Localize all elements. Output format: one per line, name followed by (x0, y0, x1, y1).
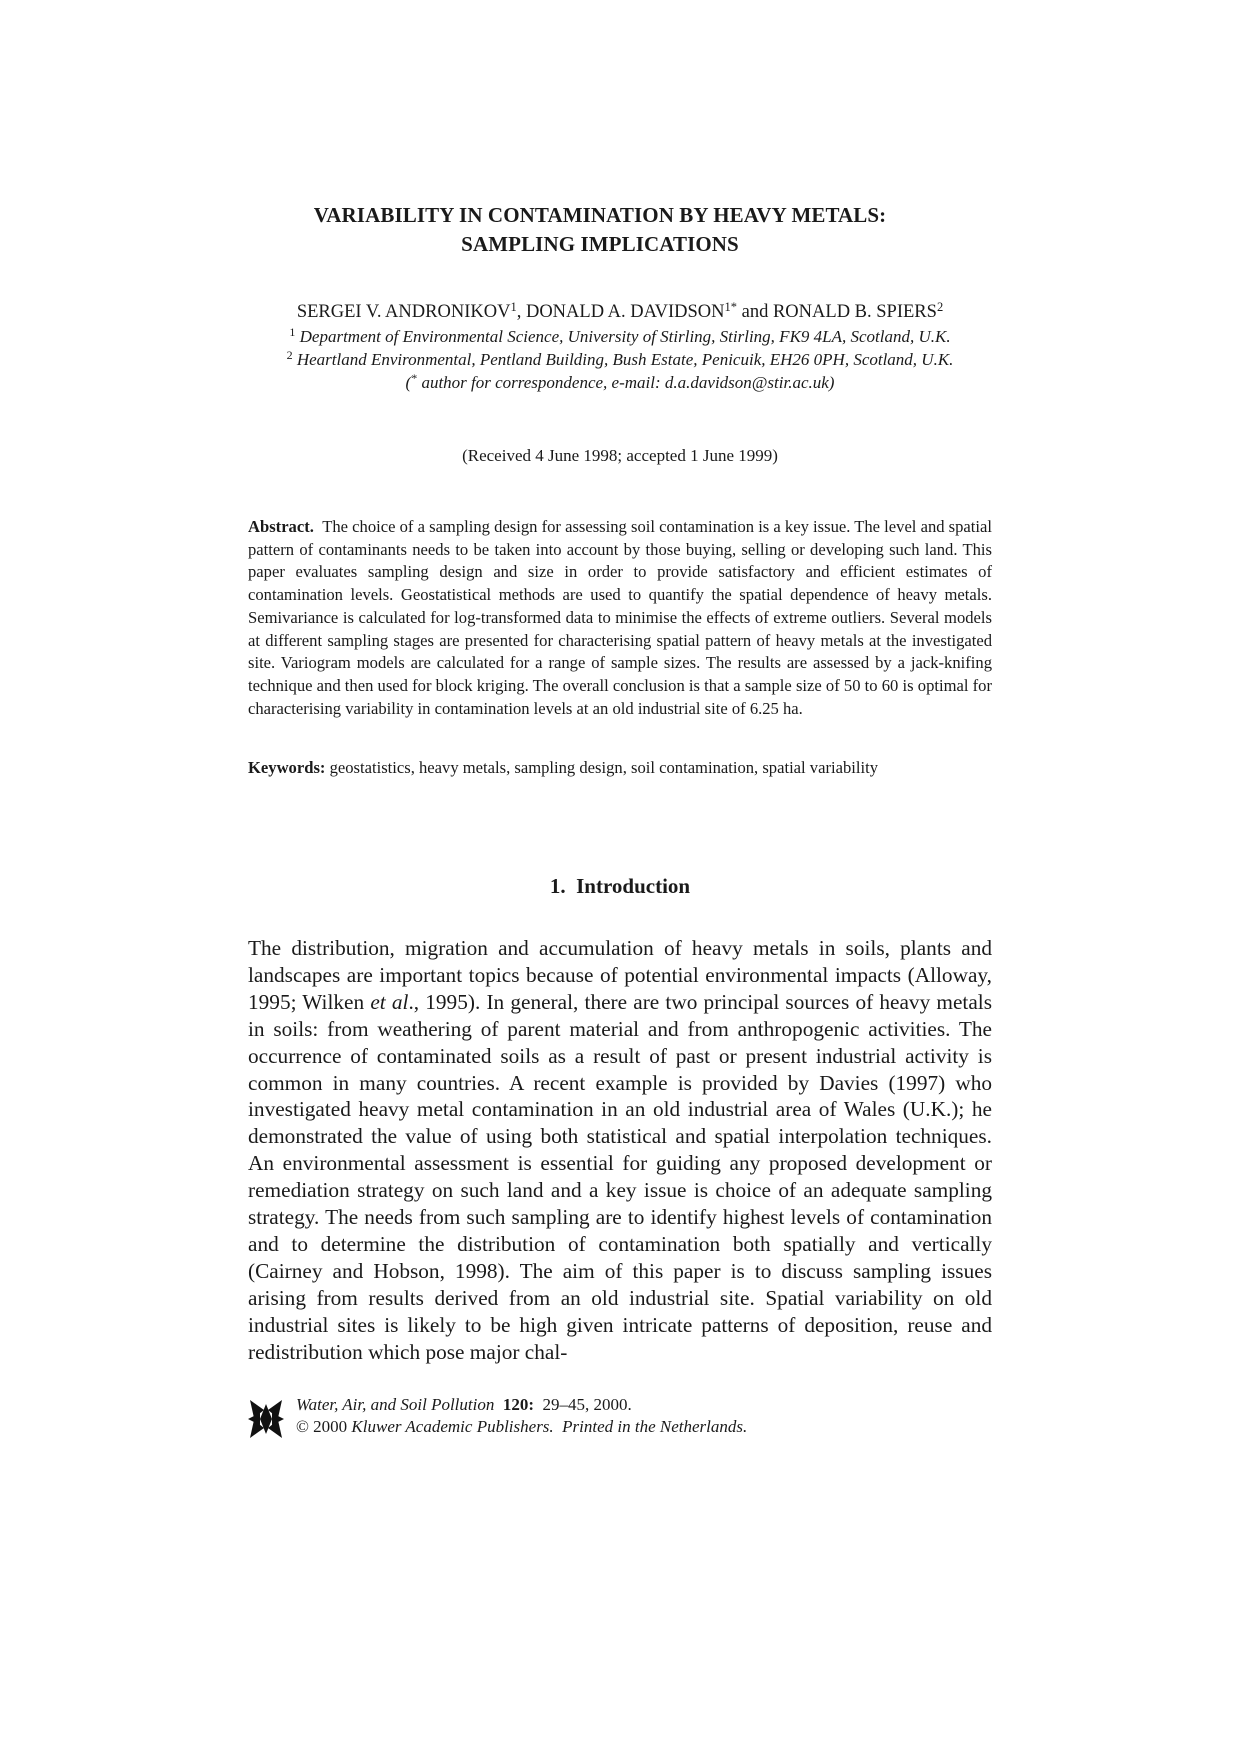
journal-footer (248, 1394, 992, 1444)
journal-volume: 120: (502, 1395, 535, 1414)
affiliation-1-text: Department of Environmental Science, University of Stirling, Stirling, FK9 4LA, Scotland, U.K. (295, 327, 951, 346)
intro-text-2: ., 1995). In general, there are two principal sources of heavy metals in soils: from weathering of parent material and from anthropogenic activities. The occurrence of contaminated soils as a result of past or present industrial activity is common in many countries. A recent example is provided by Davies (1997) who investigated heavy metal contamination in an old industrial area of Wales (U.K.); he demonstrated the value of using both statistical and spatial interpolation techniques. An environmental assessment is essential for guiding any proposed development or remediation strategy on such land and a key issue is choice of an adequate sampling strategy. The needs from such sampling are to identify highest levels of contamination and to determine the distribution of contamination both spatially and vertically (Cairney and Hobson, 1998). The aim of this paper is to discuss sampling issues arising from results derived from an old industrial site. Spatial variability on old industrial sites is likely to be high given intricate patterns of deposition, reuse and redistribution which pose major chal- (248, 989, 992, 1364)
affiliation-2 (240, 348, 1000, 371)
keywords-text: geostatistics, heavy metals, sampling design, soil contamination, spatial variability (329, 758, 879, 777)
paper-title (250, 201, 950, 259)
author-1-affil: 1 (510, 300, 517, 314)
correspondence-open: ( (405, 373, 412, 392)
keywords (248, 757, 992, 780)
section-title: Introduction (576, 874, 691, 898)
journal-info (296, 1394, 747, 1438)
publisher-name: Kluwer Academic Publishers. (351, 1417, 554, 1436)
keywords-label: Keywords: (248, 758, 326, 777)
correspondence-star: * (411, 371, 418, 385)
journal-pages: 29–45, 2000. (542, 1395, 632, 1414)
correspondence-note (240, 371, 1000, 394)
author-3: RONALD B. SPIERS (772, 302, 937, 322)
affiliation-1-number: 1 (289, 325, 296, 339)
kluwer-logo-icon (248, 1398, 284, 1440)
introduction-paragraph (248, 935, 992, 1366)
author-2-affil: 1* (724, 300, 737, 314)
abstract-label: Abstract. (248, 517, 314, 536)
author-separator: , (516, 302, 526, 322)
affiliation-2-text: Heartland Environmental, Pentland Building, Bush Estate, Penicuik, EH26 0PH, Scotland, U.K. (292, 350, 954, 369)
affiliation-1 (240, 325, 1000, 348)
affiliation-2-number: 2 (286, 348, 293, 362)
author-and: and (737, 302, 773, 322)
copyright-line (296, 1416, 747, 1438)
abstract (248, 516, 992, 720)
copyright-symbol: © (296, 1417, 309, 1436)
title-line-2: SAMPLING IMPLICATIONS (461, 232, 739, 256)
journal-citation (296, 1394, 747, 1416)
author-1: SERGEI V. ANDRONIKOV (296, 302, 511, 322)
journal-name: Water, Air, and Soil Pollution (296, 1395, 495, 1414)
title-line-1: VARIABILITY IN CONTAMINATION BY HEAVY METALS: (313, 203, 887, 227)
abstract-text: The choice of a sampling design for assessing soil contamination is a key issue. The level and spatial pattern of contaminants needs to be taken into account by those buying, selling or developing such land. This paper evaluates sampling design and size in order to provide satisfactory and efficient estimates of contamination levels. Geostatistical methods are used to quantify the spatial dependence of heavy metals. Semivariance is calculated for log-transformed data to minimise the effects of extreme outliers. Several models at different sampling stages are presented for characterising spatial pattern of heavy metals at the investigated site. Variogram models are calculated for a range of sample sizes. The results are assessed by a jack-knifing technique and then used for block kriging. The overall conclusion is that a sample size of 50 to 60 is optimal for characterising variability in contamination levels at an old industrial site of 6.25 ha. (248, 517, 992, 718)
printed-in: Printed in the Netherlands. (562, 1417, 748, 1436)
intro-etal: et al (370, 989, 409, 1014)
section-heading (248, 872, 992, 900)
intro-text-1: The distribution, migration and accumulation of heavy metals in soils, plants and landscapes are important topics because of potential environmental impacts (Alloway, 1995; Wilken (248, 936, 992, 1014)
received-dates: (Received 4 June 1998; accepted 1 June 1999) (462, 446, 778, 465)
section-number: 1. (549, 874, 566, 898)
copyright-year: 2000 (313, 1417, 348, 1436)
author-list (240, 300, 1000, 325)
author-3-affil: 2 (936, 300, 944, 314)
correspondence-text: author for correspondence, e-mail: d.a.davidson@stir.ac.uk) (417, 373, 835, 392)
author-2: DONALD A. DAVIDSON (525, 302, 725, 322)
